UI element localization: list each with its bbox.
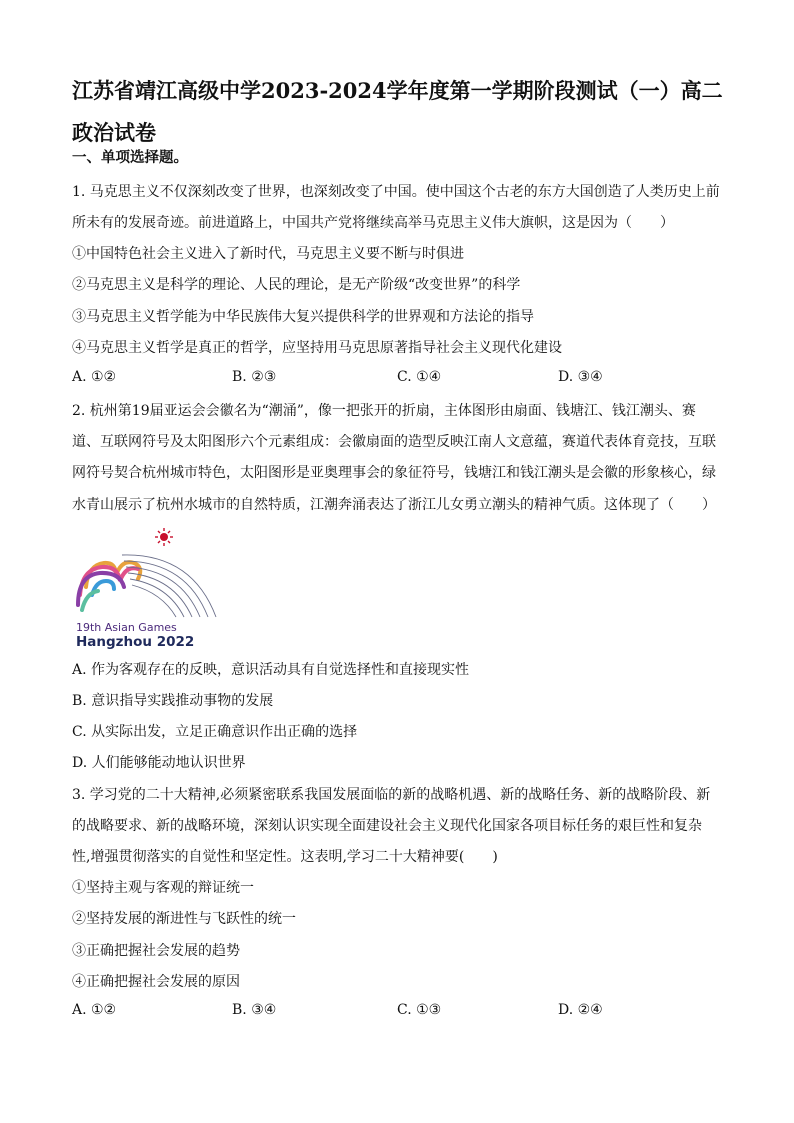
q3-option-b[interactable]: B. ③④ bbox=[232, 1002, 277, 1018]
sun-icon bbox=[155, 528, 173, 546]
q2-option-a[interactable]: A. 作为客观存在的反映，意识活动具有自觉选择性和直接现实性 bbox=[72, 662, 470, 678]
q3-stem-line-2: 的战略要求、新的战略环境，深刻认识实现全面建设社会主义现代化国家各项目标任务的艰巨性和复杂 bbox=[72, 818, 702, 834]
page-title: 江苏省靖江高级中学2023-2024学年度第一学期阶段测试（一）高二政治试卷 bbox=[72, 78, 723, 145]
q3-stem-line-3: 性,增强贯彻落实的自觉性和坚定性。这表明,学习二十大精神要( ) bbox=[72, 849, 498, 865]
q3-option-a[interactable]: A. ①② bbox=[72, 1002, 117, 1018]
q1-item-2: ②马克思主义是科学的理论、人民的理论，是无产阶级“改变世界”的科学 bbox=[72, 277, 521, 293]
q3-option-d[interactable]: D. ②④ bbox=[558, 1002, 603, 1018]
q3-stem-line-1: 3. 学习党的二十大精神,必须紧密联系我国发展面临的新的战略机遇、新的战略任务、新的战略阶段、新 bbox=[72, 787, 711, 803]
fan-waves-icon bbox=[78, 562, 140, 610]
q3-item-4: ④正确把握社会发展的原因 bbox=[72, 974, 240, 990]
q2-stem-line-2: 道、互联网符号及太阳图形六个元素组成：会徽扇面的造型反映江南人文意蕴，赛道代表体育竞技，互联 bbox=[72, 434, 716, 450]
q2-option-d[interactable]: D. 人们能够能动地认识世界 bbox=[72, 755, 246, 771]
section-heading: 一、单项选择题。 bbox=[72, 149, 188, 166]
q1-item-4: ④马克思主义哲学是真正的哲学，应坚持用马克思原著指导社会主义现代化建设 bbox=[72, 340, 562, 356]
q1-item-1: ①中国特色社会主义进入了新时代，马克思主义要不断与时俱进 bbox=[72, 246, 464, 262]
logo-line-2: Hangzhou 2022 bbox=[76, 634, 195, 650]
q3-item-1: ①坚持主观与客观的辩证统一 bbox=[72, 880, 254, 896]
q3-item-3: ③正确把握社会发展的趋势 bbox=[72, 943, 240, 959]
q1-option-d[interactable]: D. ③④ bbox=[558, 369, 603, 385]
q1-option-a[interactable]: A. ①② bbox=[72, 369, 117, 385]
q3-item-2: ②坚持发展的渐进性与飞跃性的统一 bbox=[72, 911, 296, 927]
q2-option-b[interactable]: B. 意识指导实践推动事物的发展 bbox=[72, 693, 274, 709]
q1-item-3: ③马克思主义哲学能为中华民族伟大复兴提供科学的世界观和方法论的指导 bbox=[72, 309, 534, 325]
q2-stem-line-3: 网符号契合杭州城市特色，太阳图形是亚奥理事会的象征符号，钱塘江和钱江潮头是会徽的形象核心，绿 bbox=[72, 465, 716, 481]
asian-games-logo bbox=[72, 525, 222, 650]
q1-option-c[interactable]: C. ①④ bbox=[397, 369, 442, 385]
q2-stem-line-1: 2. 杭州第19届亚运会会徽名为“潮涌”，像一把张开的折扇，主体图形由扇面、钱塘江、钱江潮头、赛 bbox=[72, 403, 696, 419]
q2-option-c[interactable]: C. 从实际出发，立足正确意识作出正确的选择 bbox=[72, 724, 358, 740]
logo-line-1: 19th Asian Games bbox=[76, 621, 177, 634]
q1-stem-line-2: 所未有的发展奇迹。前进道路上，中国共产党将继续高举马克思主义伟大旗帜，这是因为（ ） bbox=[72, 215, 674, 231]
q1-stem-line-1: 1. 马克思主义不仅深刻改变了世界，也深刻改变了中国。使中国这个古老的东方大国创造了人类历史上前 bbox=[72, 184, 720, 200]
q3-option-c[interactable]: C. ①③ bbox=[397, 1002, 442, 1018]
q1-option-b[interactable]: B. ②③ bbox=[232, 369, 277, 385]
q2-stem-line-4: 水青山展示了杭州水城市的自然特质，江潮奔涌表达了浙江儿女勇立潮头的精神气质。这体现了（ ） bbox=[72, 497, 716, 513]
